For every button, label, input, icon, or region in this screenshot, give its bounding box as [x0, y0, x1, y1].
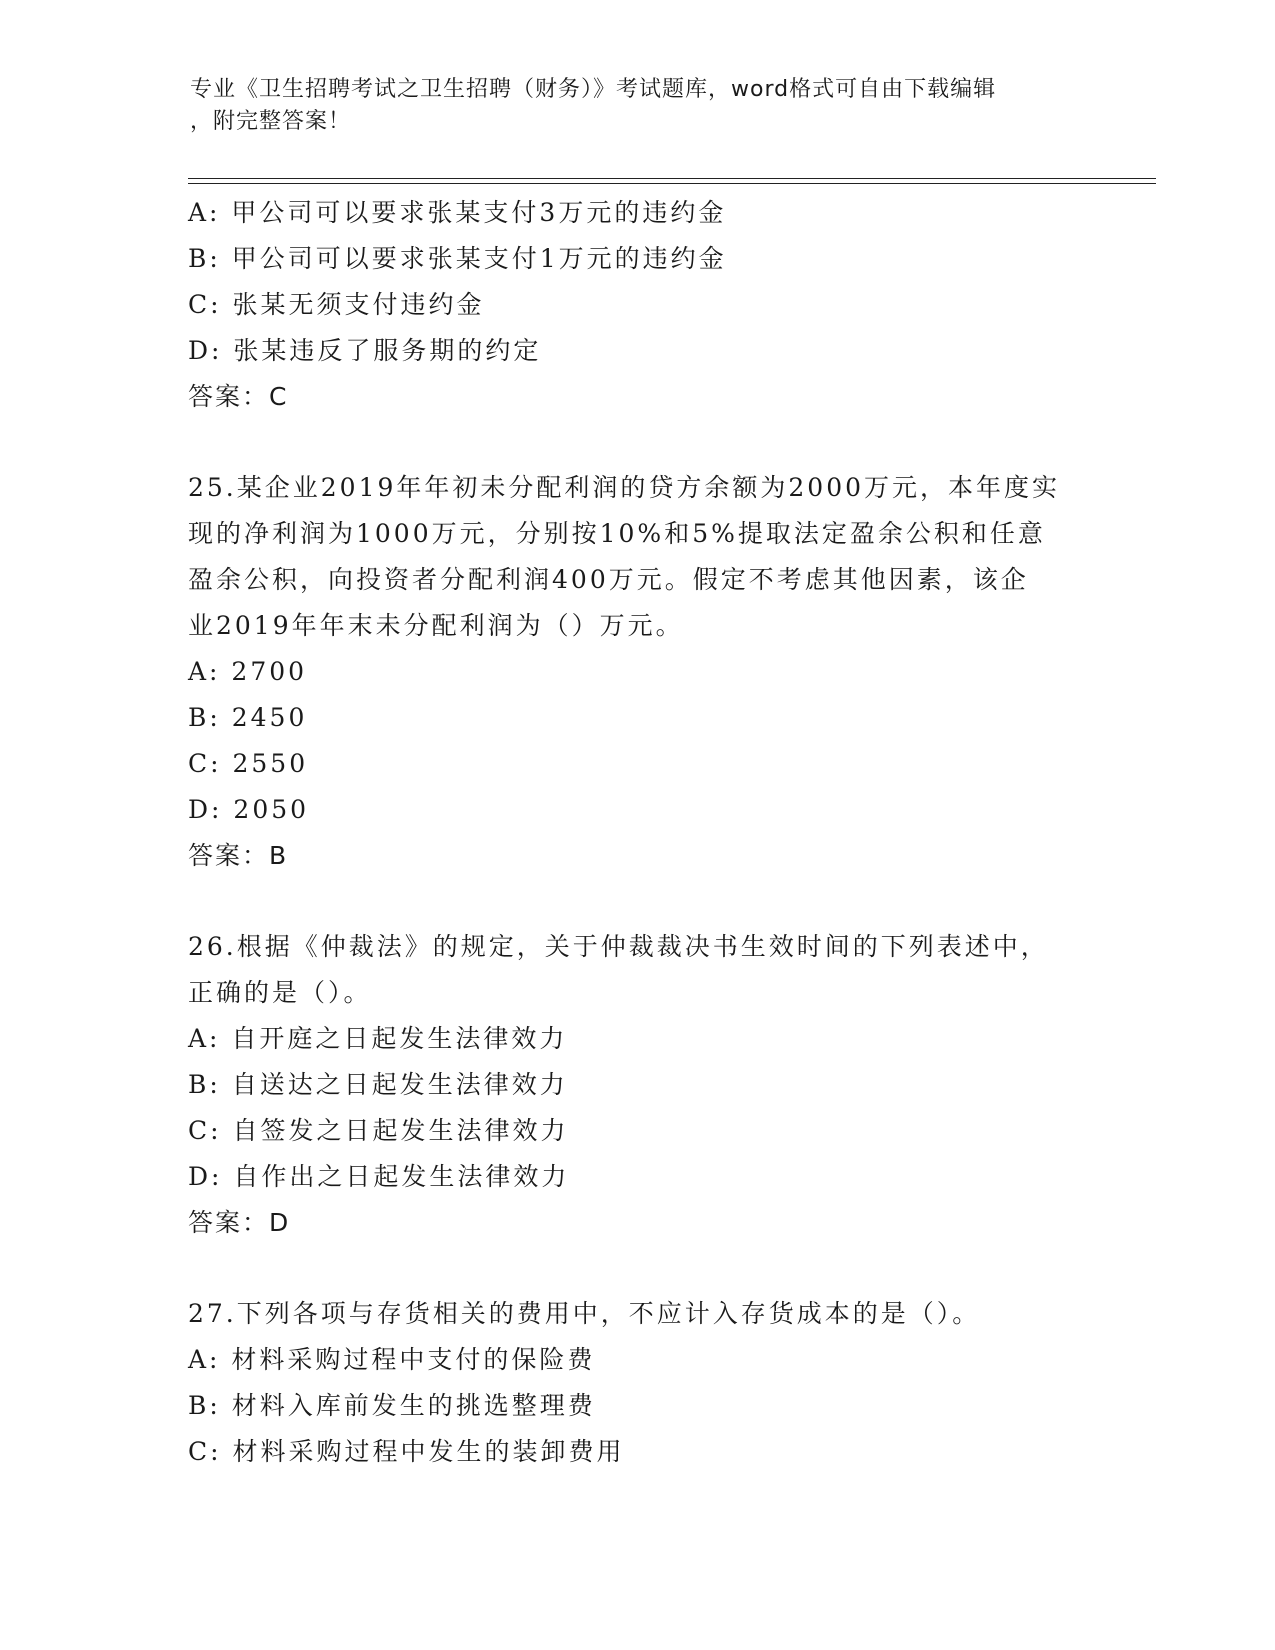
option-c: C: 材料采购过程中发生的装卸费用: [188, 1437, 625, 1466]
spacer: [188, 879, 1088, 924]
option-c: C: 2550: [188, 749, 309, 778]
option-a: A: 材料采购过程中支付的保险费: [188, 1345, 596, 1374]
option-a: A: 2700: [188, 657, 308, 686]
question-25: [188, 465, 1088, 879]
option-d: D: 张某违反了服务期的约定: [188, 336, 542, 365]
answer: 答案：B: [188, 841, 289, 870]
option-c: C: 张某无须支付违约金: [188, 290, 485, 319]
answer: 答案：C: [188, 382, 289, 411]
header-divider-bottom: [188, 183, 1156, 184]
header-divider-top: [188, 178, 1156, 179]
option-a: A: 自开庭之日起发生法律效力: [188, 1024, 568, 1053]
question-24: [188, 190, 1088, 420]
option-a: A: 甲公司可以要求张某支付3万元的违约金: [188, 198, 727, 227]
header-line-2: ，附完整答案！: [190, 109, 352, 134]
option-b: B: 材料入库前发生的挑选整理费: [188, 1391, 596, 1420]
answer: 答案：D: [188, 1208, 291, 1237]
question-stem-line: 25.某企业2019年年初未分配利润的贷方余额为2000万元，本年度实: [188, 473, 1061, 502]
question-stem-line: 业2019年年末未分配利润为（）万元。: [188, 611, 684, 640]
question-list: [188, 190, 1088, 1475]
question-stem-line: 现的净利润为1000万元，分别按10%和5%提取法定盈余公积和任意: [188, 519, 1046, 548]
header-line-1: 专业《卫生招聘考试之卫生招聘（财务）》考试题库，word格式可自由下载编辑: [190, 77, 997, 102]
spacer: [188, 1246, 1088, 1291]
document-header: [190, 74, 1070, 138]
question-27: [188, 1291, 1088, 1475]
option-d: D: 自作出之日起发生法律效力: [188, 1162, 570, 1191]
spacer: [188, 420, 1088, 465]
question-stem-line: 26.根据《仲裁法》的规定，关于仲裁裁决书生效时间的下列表述中，: [188, 932, 1049, 961]
option-b: B: 2450: [188, 703, 308, 732]
question-stem-line: 盈余公积，向投资者分配利润400万元。假定不考虑其他因素，该企: [188, 565, 1029, 594]
option-c: C: 自签发之日起发生法律效力: [188, 1116, 569, 1145]
question-stem-line: 正确的是（）。: [188, 978, 372, 1007]
option-b: B: 自送达之日起发生法律效力: [188, 1070, 568, 1099]
question-stem-line: 27.下列各项与存货相关的费用中，不应计入存货成本的是（）。: [188, 1299, 981, 1328]
option-d: D: 2050: [188, 795, 310, 824]
option-b: B: 甲公司可以要求张某支付1万元的违约金: [188, 244, 727, 273]
question-26: [188, 924, 1088, 1246]
